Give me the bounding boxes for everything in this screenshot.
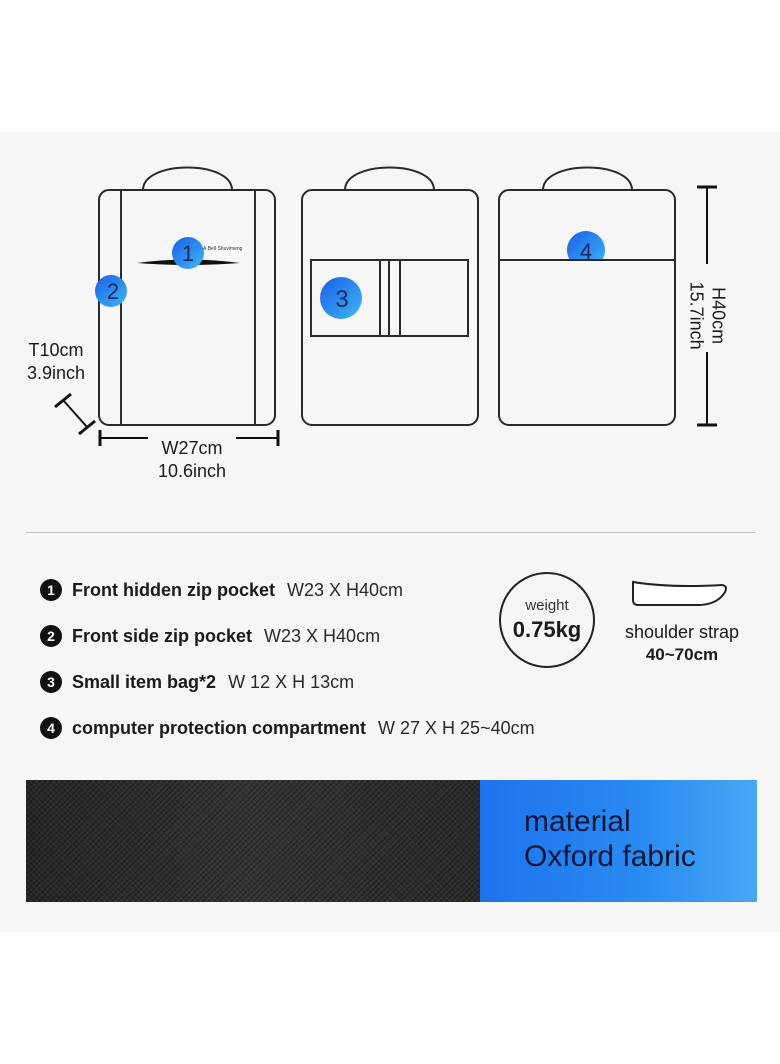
width-inch: 10.6inch bbox=[157, 460, 227, 481]
spec-size-3: W 12 X H 13cm bbox=[228, 671, 355, 692]
spec-item-1 bbox=[40, 579, 403, 601]
strap-value: 40~70cm bbox=[645, 645, 719, 664]
thickness-dimension bbox=[55, 394, 95, 434]
bag-front-handle bbox=[143, 168, 232, 191]
spec-number-4: 4 bbox=[40, 717, 62, 739]
spec-panel bbox=[0, 132, 780, 932]
marker-4-label: 4 bbox=[579, 239, 593, 264]
spec-size-4: W 27 X H 25~40cm bbox=[378, 717, 535, 738]
spec-size-2: W23 X H40cm bbox=[264, 625, 381, 646]
bag-inner-body bbox=[499, 190, 675, 425]
height-inch: 15.7inch bbox=[687, 281, 707, 350]
spec-item-3 bbox=[40, 671, 354, 693]
spec-number-3: 3 bbox=[40, 671, 62, 693]
thickness-inch: 3.9inch bbox=[26, 362, 86, 383]
spec-name-4: computer protection compartment bbox=[72, 717, 367, 738]
oxford-fabric-swatch bbox=[26, 780, 480, 902]
weight-label: weight bbox=[525, 597, 569, 614]
brand-logo-text: A.Bell Shuvimeng bbox=[203, 246, 243, 252]
spec-item-2 bbox=[40, 625, 380, 647]
spec-size-1: W23 X H40cm bbox=[287, 579, 404, 600]
material-value: Oxford fabric bbox=[524, 840, 696, 874]
marker-2-label: 2 bbox=[106, 279, 120, 304]
weight-value: 0.75kg bbox=[512, 617, 582, 642]
marker-1-label: 1 bbox=[181, 241, 195, 266]
section-divider bbox=[26, 532, 756, 533]
spec-item-4 bbox=[40, 717, 535, 739]
spec-name-2: Front side zip pocket bbox=[72, 625, 253, 646]
material-label: material bbox=[524, 805, 631, 838]
width-cm: W27cm bbox=[161, 438, 223, 458]
thickness-cm: T10cm bbox=[28, 340, 84, 360]
shoulder-strap-icon bbox=[630, 578, 728, 610]
spec-number-2: 2 bbox=[40, 625, 62, 647]
marker-3-label: 3 bbox=[335, 286, 349, 313]
bag-back-view bbox=[302, 168, 478, 426]
material-box bbox=[480, 780, 757, 902]
bag-inner-handle bbox=[543, 168, 632, 191]
bag-diagram bbox=[0, 132, 780, 462]
height-label bbox=[685, 272, 728, 360]
thickness-label bbox=[18, 339, 94, 384]
bag-front-body bbox=[99, 190, 275, 425]
height-cm: H40cm bbox=[708, 287, 729, 345]
spec-number-1: 1 bbox=[40, 579, 62, 601]
strap-label: shoulder strap bbox=[624, 622, 740, 642]
spec-name-3: Small item bag*2 bbox=[72, 671, 217, 692]
bag-front-view bbox=[95, 168, 275, 426]
weight-badge bbox=[499, 572, 595, 668]
spec-name-1: Front hidden zip pocket bbox=[72, 579, 275, 600]
width-label bbox=[140, 437, 244, 482]
bag-inner-view bbox=[499, 168, 675, 426]
bag-back-handle bbox=[345, 168, 434, 191]
